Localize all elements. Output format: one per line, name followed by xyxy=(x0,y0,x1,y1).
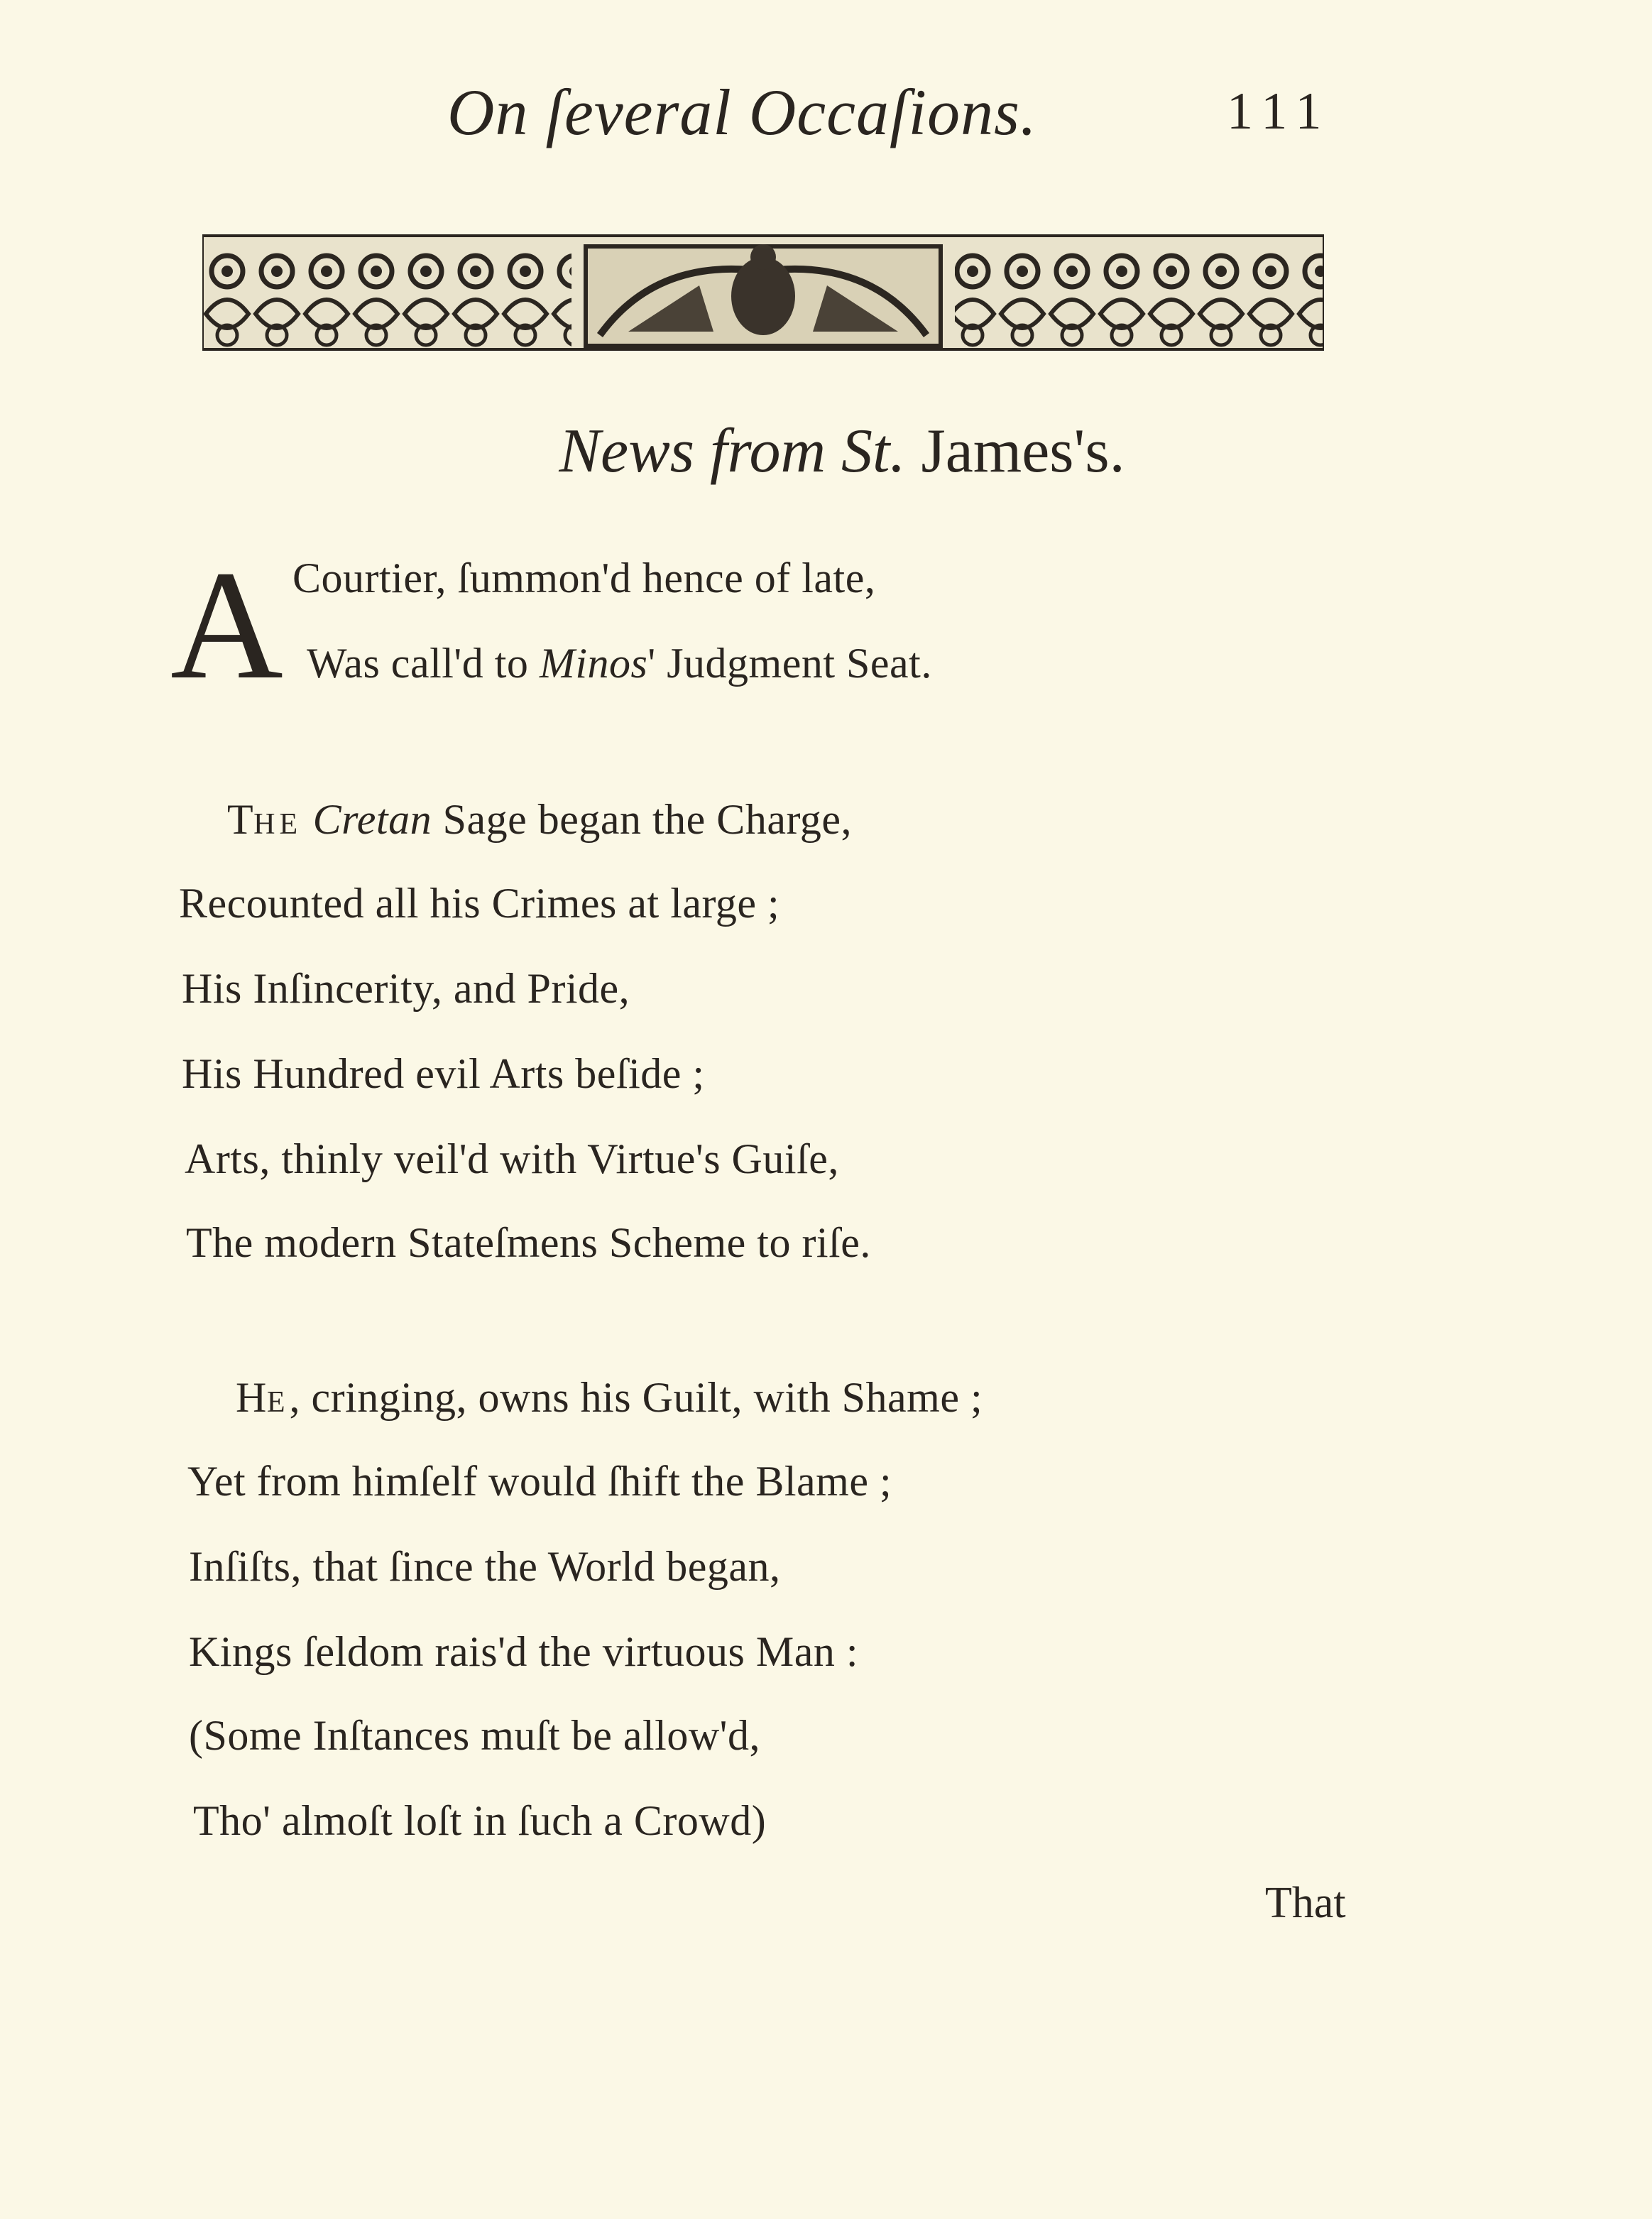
poem-title-roman: James's. xyxy=(921,417,1125,486)
verse-line: Was call'd to Minos' Judgment Seat. xyxy=(307,640,932,687)
running-head: On ſeveral Occaſions. xyxy=(447,76,1037,148)
drop-cap: A xyxy=(170,538,283,712)
verse-line: THE Cretan Sage began the Charge, xyxy=(227,796,852,843)
page-number: 111 xyxy=(1227,82,1332,141)
verse-line: Tho' almoſt loſt in ſuch a Crowd) xyxy=(193,1797,767,1844)
verse-line: His Inſincerity, and Pride, xyxy=(182,965,630,1012)
verse-line: The modern Stateſmens Scheme to riſe. xyxy=(186,1219,871,1266)
verse-line: (Some Inſtances muſt be allow'd, xyxy=(189,1712,760,1759)
verse-line: His Hundred evil Arts beſide ; xyxy=(182,1050,705,1097)
verse-line: Recounted all his Crimes at large ; xyxy=(179,880,780,927)
verse-line: Inſiſts, that ſince the World began, xyxy=(189,1543,781,1590)
verse-line: Courtier, ſummon'd hence of late, xyxy=(292,555,876,601)
headpiece-ornament xyxy=(202,229,1324,356)
verse-line: HE, cringing, owns his Guilt, with Shame ; xyxy=(236,1374,983,1421)
verse-line: Yet from himſelf would ſhift the Blame ; xyxy=(187,1458,892,1505)
poem-title-italic: News from St. xyxy=(559,417,906,486)
poem-title xyxy=(0,415,1652,487)
verse-line: Arts, thinly veil'd with Virtue's Guiſe, xyxy=(185,1135,839,1182)
catchword: That xyxy=(1265,1879,1346,1927)
verse-line: Kings ſeldom rais'd the virtuous Man : xyxy=(189,1628,859,1675)
